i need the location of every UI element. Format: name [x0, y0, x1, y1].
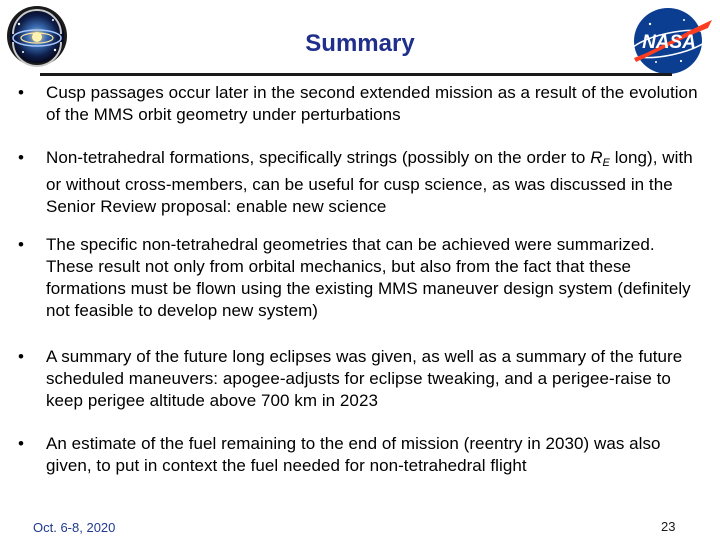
bullet-item — [18, 147, 698, 218]
bullet-item — [18, 234, 698, 322]
page-number: 23 — [661, 519, 676, 534]
bullet-marker: • — [18, 235, 25, 254]
bullet-text-part: Non-tetrahedral formations, specifically strings (possibly on the order to — [46, 148, 591, 167]
footer-date: Oct. 6-8, 2020 — [33, 520, 116, 535]
bullet-item — [18, 82, 698, 126]
bullet-marker: • — [18, 434, 25, 453]
bullet-marker: • — [18, 148, 25, 167]
bullet-marker: • — [18, 347, 25, 366]
bullet-text: The specific non-tetrahedral geometries that can be achieved were summarized. These result not only from orbital mechanics, but also from the fact that these formations must be flown using the existing MMS maneuver design system (definitely not feasible to develop new system) — [46, 235, 691, 320]
svg-text:NASA: NASA — [642, 32, 696, 53]
earth-radius-symbol: R — [590, 148, 603, 167]
bullet-text — [46, 147, 698, 218]
bullet-item — [18, 346, 698, 412]
bullet-item — [18, 433, 698, 477]
slide-title: Summary — [305, 30, 415, 57]
earth-radius-subscript: E — [602, 157, 610, 169]
bullet-marker: • — [18, 83, 25, 102]
bullet-text-part: long), with or without cross-members, can be useful for cusp science, as was discussed in the Senior Review proposal: enable new science — [46, 148, 693, 216]
bullet-text: Cusp passages occur later in the second extended mission as a result of the evolution of the MMS orbit geometry under perturbations — [46, 83, 698, 124]
bullet-text: A summary of the future long eclipses was given, as well as a summary of the future scheduled maneuvers: apogee-adjusts for eclipse tweaking, and a perigee-raise to keep perigee altitude above 700 km in 2023 — [46, 347, 683, 410]
bullet-text: An estimate of the fuel remaining to the end of mission (reentry in 2030) was also given, to put in context the fuel needed for non-tetrahedral flight — [46, 434, 661, 475]
title-divider — [40, 73, 672, 76]
